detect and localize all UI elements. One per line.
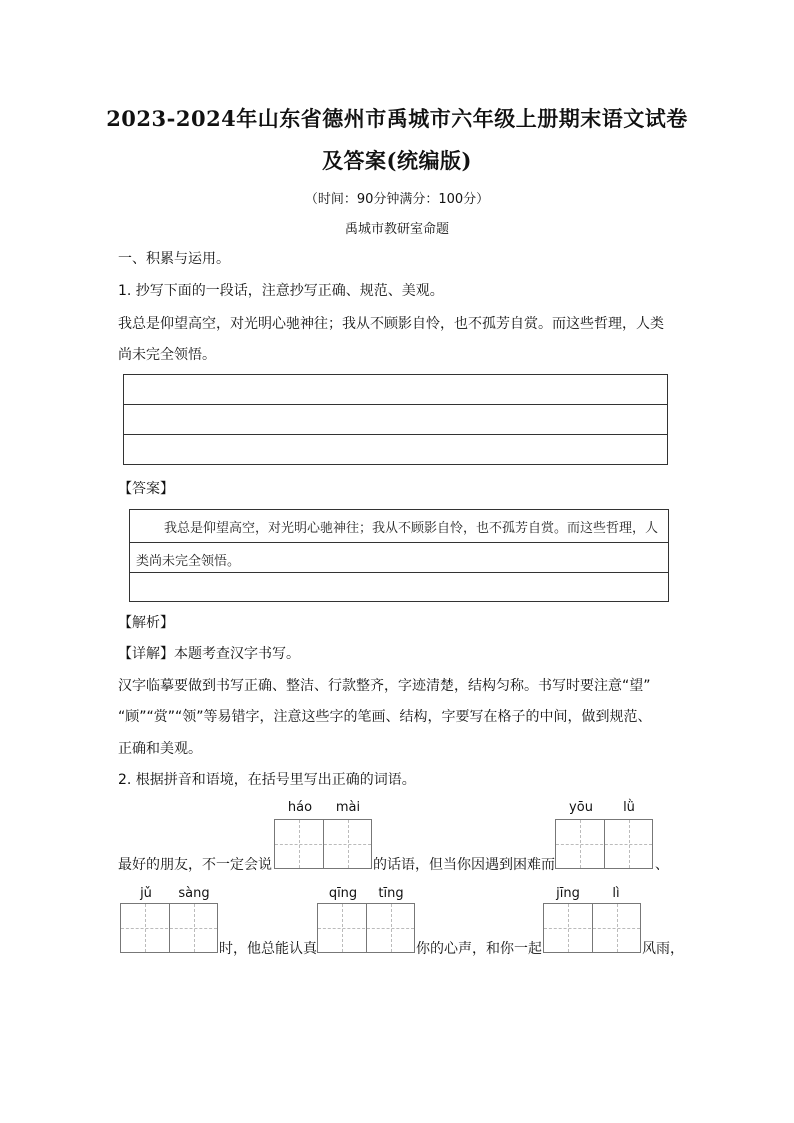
document-title-line2: 及答案(统编版) xyxy=(322,148,472,173)
answer-box xyxy=(129,509,669,602)
q2-prompt: 2. 根据拼音和语境，在括号里写出正确的词语。 xyxy=(118,772,416,788)
detail-line: 【详解】本题考查汉字书写。 xyxy=(118,646,300,662)
q2-text6: 风雨， xyxy=(642,941,684,957)
answer-box-line xyxy=(130,572,668,573)
answer-grid-jingli[interactable] xyxy=(543,903,641,953)
pinyin-ju: jǔ xyxy=(140,886,152,901)
pinyin-jing: jīng xyxy=(556,886,580,901)
pinyin-qing: qīng xyxy=(328,886,358,901)
answer-label: 【答案】 xyxy=(118,481,174,497)
answer-box-line xyxy=(130,542,668,543)
answer-grid-qingting[interactable] xyxy=(317,903,415,953)
answer-grid-jusang[interactable] xyxy=(120,903,218,953)
pinyin-lv: lǜ xyxy=(623,800,635,815)
q1-prompt: 1. 抄写下面的一段话，注意抄写正确、规范、美观。 xyxy=(118,283,444,299)
explain-line1: 汉字临摹要做到书写正确、整洁、行款整齐，字迹清楚，结构匀称。书写时要注意“望” xyxy=(118,678,651,694)
answer-grid-youlv[interactable] xyxy=(555,819,653,869)
time-info: （时间：90分钟满分：100分） xyxy=(304,192,490,207)
q2-text3: 、 xyxy=(655,857,669,873)
q2-text1: 最好的朋友，不一定会说 xyxy=(118,857,272,873)
analysis-label: 【解析】 xyxy=(118,615,174,631)
author-line: 禹城市教研室命题 xyxy=(344,222,449,237)
explain-line2: “顾”“赏”“领”等易错字，注意这些字的笔画、结构，字要写在格子的中间，做到规范、 xyxy=(118,709,652,725)
q1-passage-line1: 我总是仰望高空，对光明心驰神往；我从不顾影自怜，也不孤芳自赏。而这些哲理，人类 xyxy=(118,316,664,332)
pinyin-hao: háo xyxy=(287,800,313,815)
answer-grid-haomai[interactable] xyxy=(274,819,372,869)
answer-text-line1: 我总是仰望高空，对光明心驰神往；我从不顾影自怜，也不孤芳自赏。而这些哲理，人 xyxy=(164,521,659,536)
q2-text4: 时，他总能认真 xyxy=(219,941,317,957)
answer-text-line2: 类尚未完全领悟。 xyxy=(136,554,241,569)
document-title-line1: 2023-2024年山东省德州市禹城市六年级上册期末语文试卷 xyxy=(106,106,688,131)
writing-box[interactable] xyxy=(123,374,668,465)
writing-box-line xyxy=(124,434,667,435)
pinyin-sang: sàng xyxy=(178,886,210,901)
pinyin-you: yōu xyxy=(569,800,593,815)
q1-passage-line2: 尚未完全领悟。 xyxy=(118,347,216,363)
writing-box-line xyxy=(124,404,667,405)
pinyin-li: lì xyxy=(612,886,620,901)
pinyin-mai: mài xyxy=(335,800,361,815)
section-heading: 一、积累与运用。 xyxy=(118,251,230,267)
q2-text5: 你的心声，和你一起 xyxy=(416,941,542,957)
explain-line3: 正确和美观。 xyxy=(118,741,202,757)
pinyin-ting: tīng xyxy=(378,886,404,901)
q2-text2: 的话语，但当你因遇到困难而 xyxy=(373,857,555,873)
